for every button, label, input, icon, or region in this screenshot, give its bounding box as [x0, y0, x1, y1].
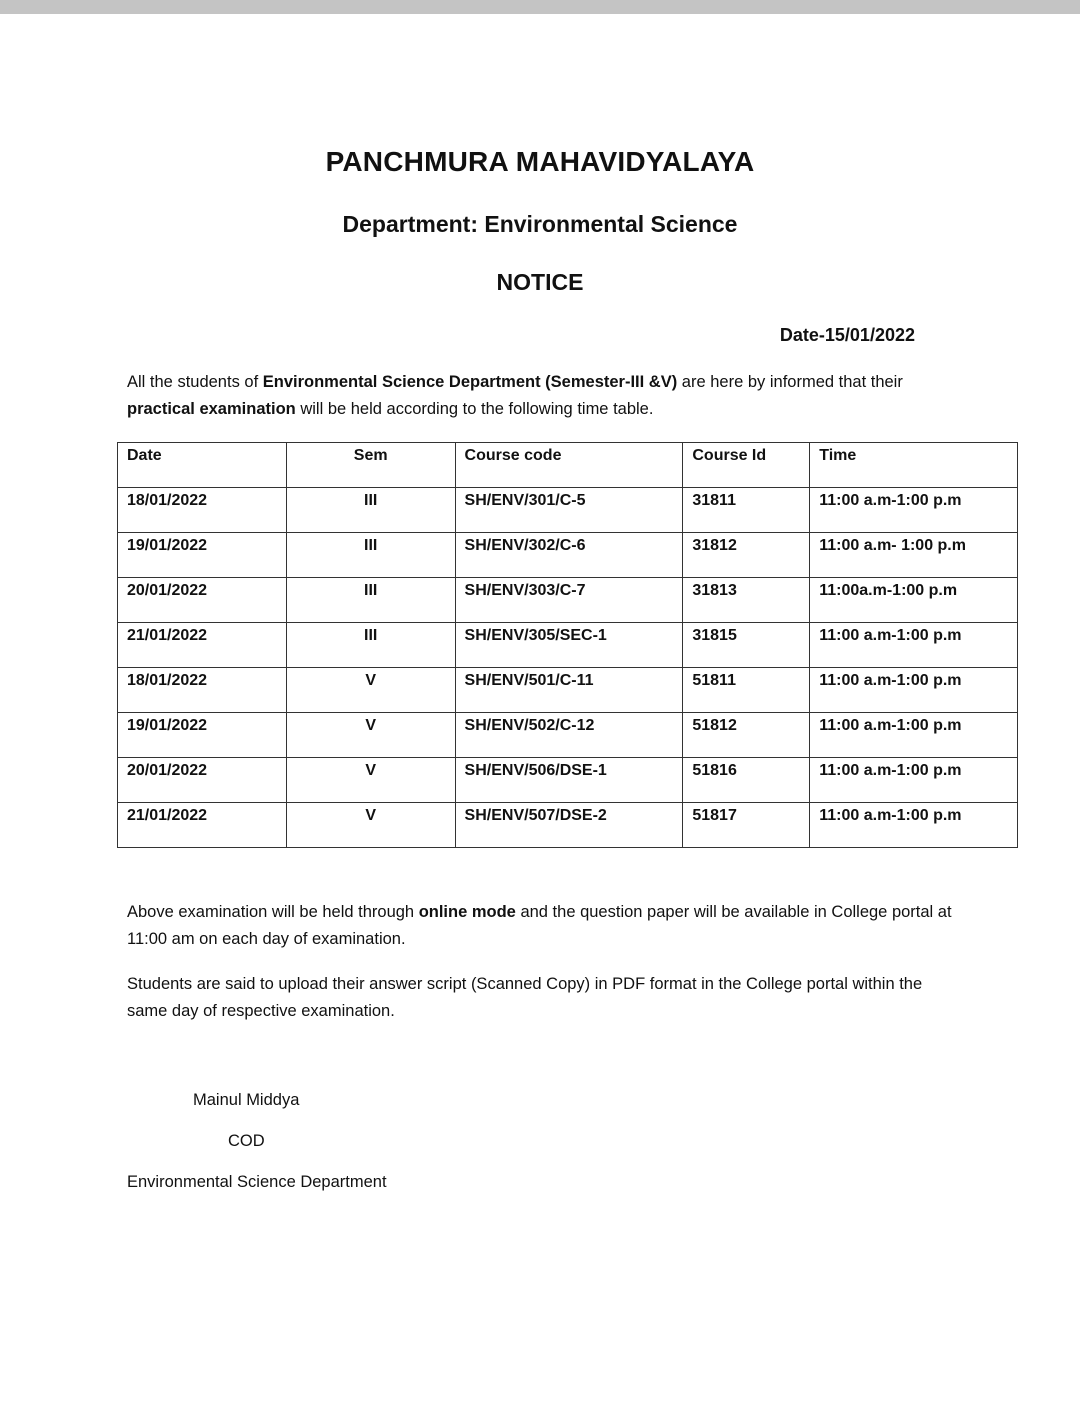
cell-sem: III — [286, 623, 455, 668]
cell-sem: V — [286, 803, 455, 848]
cell-course-code: SH/ENV/507/DSE-2 — [455, 803, 683, 848]
cell-date: 20/01/2022 — [118, 758, 287, 803]
mode-text-1: Above examination will be held through — [127, 903, 419, 921]
cell-time: 11:00 a.m-1:00 p.m — [810, 623, 1018, 668]
cell-sem: III — [286, 578, 455, 623]
table-row — [118, 533, 1018, 578]
header-sem: Sem — [286, 443, 455, 488]
cell-course-id: 31813 — [683, 578, 810, 623]
top-bar — [0, 0, 1080, 14]
cell-course-code: SH/ENV/302/C-6 — [455, 533, 683, 578]
cell-date: 18/01/2022 — [118, 488, 287, 533]
intro-paragraph — [127, 369, 967, 423]
cell-course-code: SH/ENV/305/SEC-1 — [455, 623, 683, 668]
signatory-title: COD — [228, 1132, 265, 1150]
cell-course-code: SH/ENV/303/C-7 — [455, 578, 683, 623]
cell-time: 11:00 a.m-1:00 p.m — [810, 758, 1018, 803]
department-heading: Department: Environmental Science — [342, 211, 738, 237]
cell-course-id: 31815 — [683, 623, 810, 668]
mode-bold: online mode — [418, 903, 516, 921]
cell-date: 21/01/2022 — [118, 623, 287, 668]
cell-course-code: SH/ENV/301/C-5 — [455, 488, 683, 533]
intro-text-1: All the students of — [127, 373, 263, 391]
table-row — [118, 758, 1018, 803]
cell-course-code: SH/ENV/506/DSE-1 — [455, 758, 683, 803]
cell-sem: III — [286, 488, 455, 533]
header-course-id: Course Id — [683, 443, 810, 488]
notice-date: Date-15/01/2022 — [779, 325, 915, 345]
mode-text-2: and the question paper will be available in College portal at 11:00 am on each day of examination. — [127, 903, 952, 948]
table-row — [118, 668, 1018, 713]
cell-course-id: 31812 — [683, 533, 810, 578]
intro-text-3: will be held according to the following time table. — [295, 400, 654, 418]
cell-date: 18/01/2022 — [118, 668, 287, 713]
cell-time: 11:00 a.m- 1:00 p.m — [810, 533, 1018, 578]
cell-time: 11:00 a.m-1:00 p.m — [810, 713, 1018, 758]
table-row — [118, 623, 1018, 668]
header-time: Time — [810, 443, 1018, 488]
cell-date: 19/01/2022 — [118, 713, 287, 758]
cell-course-code: SH/ENV/501/C-11 — [455, 668, 683, 713]
exam-timetable — [117, 442, 1018, 848]
cell-time: 11:00 a.m-1:00 p.m — [810, 803, 1018, 848]
cell-date: 20/01/2022 — [118, 578, 287, 623]
cell-date: 19/01/2022 — [118, 533, 287, 578]
cell-date: 21/01/2022 — [118, 803, 287, 848]
cell-sem: III — [286, 533, 455, 578]
table-row — [118, 713, 1018, 758]
cell-sem: V — [286, 758, 455, 803]
header-date: Date — [118, 443, 287, 488]
intro-bold-2: practical examination — [127, 400, 296, 418]
mode-paragraph — [127, 899, 967, 953]
signatory-department: Environmental Science Department — [127, 1173, 387, 1191]
notice-heading: NOTICE — [496, 269, 584, 295]
cell-sem: V — [286, 668, 455, 713]
cell-course-id: 51816 — [683, 758, 810, 803]
header-course-code: Course code — [455, 443, 683, 488]
cell-sem: V — [286, 713, 455, 758]
table-row — [118, 578, 1018, 623]
cell-course-id: 51817 — [683, 803, 810, 848]
table-header-row — [118, 443, 1018, 488]
cell-course-code: SH/ENV/502/C-12 — [455, 713, 683, 758]
intro-text-2: are here by informed that their — [677, 373, 903, 391]
cell-time: 11:00 a.m-1:00 p.m — [810, 488, 1018, 533]
table-body — [118, 488, 1018, 848]
cell-course-id: 51811 — [683, 668, 810, 713]
cell-time: 11:00a.m-1:00 p.m — [810, 578, 1018, 623]
signatory-name: Mainul Middya — [193, 1091, 300, 1109]
intro-bold-1: Environmental Science Department (Semester-III &V) — [262, 373, 678, 391]
cell-course-id: 51812 — [683, 713, 810, 758]
cell-time: 11:00 a.m-1:00 p.m — [810, 668, 1018, 713]
upload-paragraph: Students are said to upload their answer script (Scanned Copy) in PDF format in the College portal within the same day of respective examination. — [127, 975, 923, 1020]
table-row — [118, 803, 1018, 848]
cell-course-id: 31811 — [683, 488, 810, 533]
college-name: PANCHMURA MAHAVIDYALAYA — [325, 146, 755, 177]
table-row — [118, 488, 1018, 533]
